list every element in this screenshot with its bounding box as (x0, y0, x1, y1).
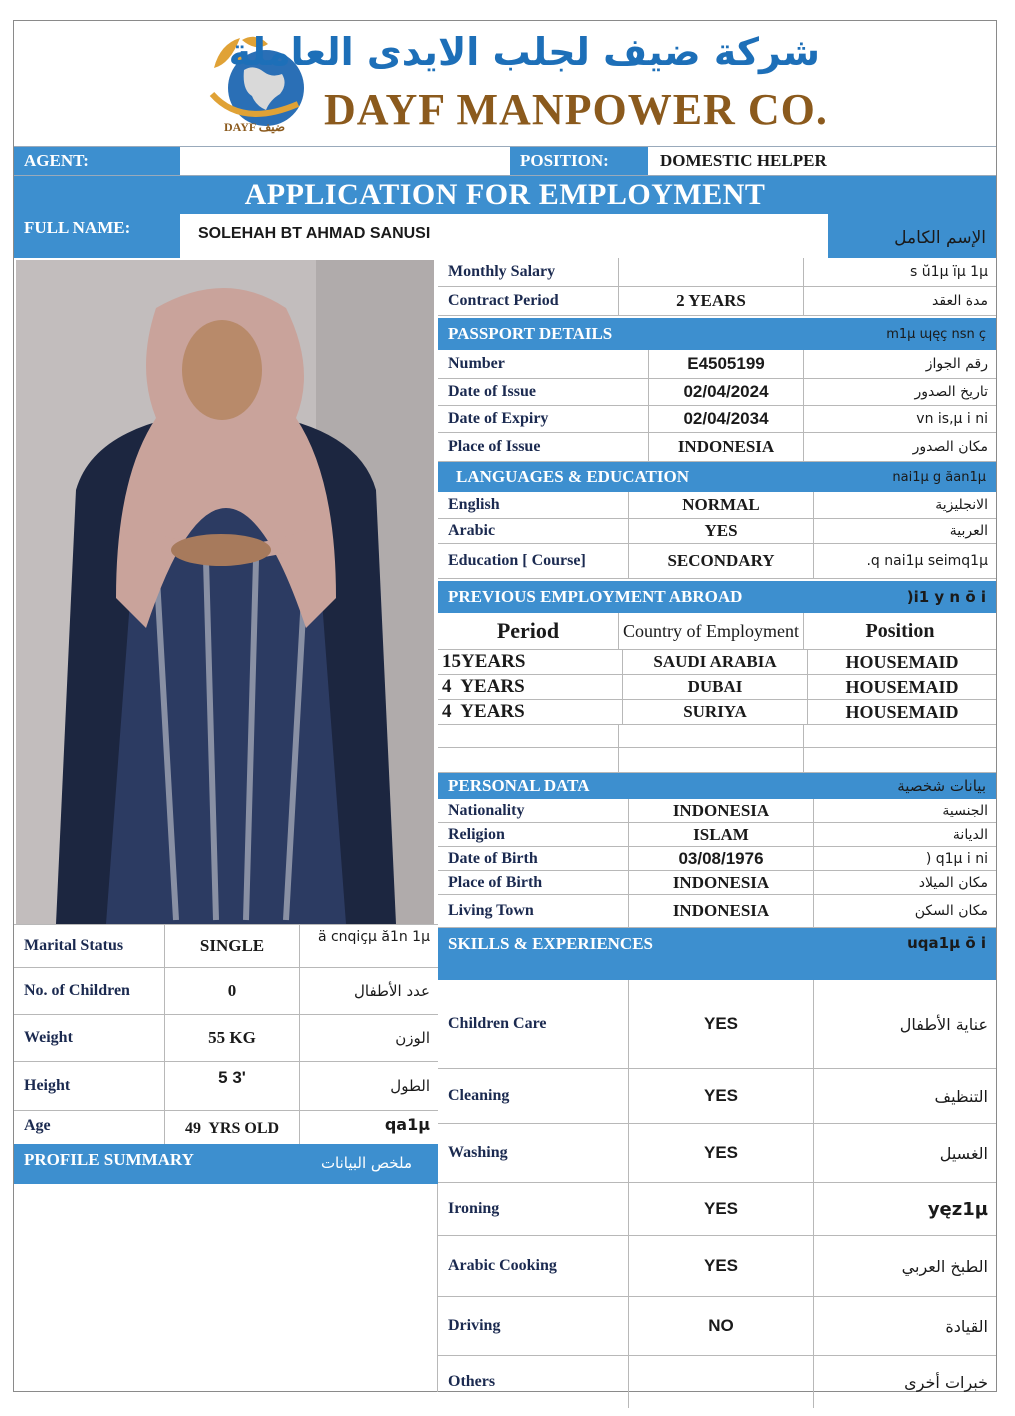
skill-row: Driving NO القيادة (438, 1297, 996, 1356)
position-value: DOMESTIC HELPER (660, 151, 827, 170)
personal-rows (438, 799, 996, 928)
info-row: No. of Children 0 عدد الأطفال (14, 968, 438, 1015)
left-info-table (14, 924, 438, 1144)
passport-row: Date of Expiry 02/04/2034 vn is,µ i ni (438, 406, 996, 433)
applicant-photo (16, 260, 434, 924)
previous-row: 4 YEARS SURIYA HOUSEMAID (438, 700, 996, 725)
language-row: Arabic YES العربية (438, 519, 996, 544)
position-label: POSITION: (510, 147, 648, 175)
previous-row: 15YEARS SAUDI ARABIA HOUSEMAID (438, 650, 996, 675)
passport-row: Date of Issue 02/04/2024 تاريخ الصدور (438, 379, 996, 406)
info-row: Weight 55 KG الوزن (14, 1015, 438, 1062)
right-column (438, 258, 996, 1392)
previous-row (438, 748, 996, 773)
person-photo-icon (16, 260, 434, 924)
skill-row: Ironing YES yęz1µ (438, 1183, 996, 1236)
logo-arabic-name: شركة ضيف لجلب الايدى العاملة (228, 30, 820, 74)
agent-label: AGENT: (14, 147, 180, 175)
profile-body (14, 1184, 438, 1392)
passport-rows (438, 350, 996, 462)
previous-table (438, 613, 996, 773)
form-title: APPLICATION FOR EMPLOYMENT (14, 176, 996, 214)
skills-rows (438, 980, 996, 1408)
personal-header: PERSONAL DATA بيانات شخصية (438, 773, 996, 799)
language-row: English NORMAL الانجليزية (438, 492, 996, 519)
skill-row: Washing YES الغسيل (438, 1124, 996, 1183)
contract-row: Contract Period 2 YEARS مدة العقد (438, 287, 996, 316)
logo (190, 26, 830, 138)
fullname-arabic: الإسم الكامل (828, 214, 996, 258)
passport-row: Number E4505199 رقم الجواز (438, 350, 996, 379)
profile-header: PROFILE SUMMARY ملخص البيانات (14, 1144, 438, 1184)
personal-row: Nationality INDONESIA الجنسية (438, 799, 996, 823)
fullname-value: SOLEHAH BT AHMAD SANUSI (198, 225, 431, 242)
skill-row: Arabic Cooking YES الطبخ العربي (438, 1236, 996, 1297)
previous-row (438, 725, 996, 748)
contract-row: Monthly Salary s ŭ1µ ïµ 1µ (438, 258, 996, 287)
logo-mark-text: DAYF ضيف (224, 120, 286, 134)
info-row: Marital Status SINGLE ä cnqiçµ ă1n 1µ (14, 925, 438, 968)
fullname-row (14, 214, 996, 258)
personal-row: Religion ISLAM الديانة (438, 823, 996, 847)
previous-table-header: Period Country of Employment Position (438, 613, 996, 650)
skill-row: Children Care YES عناية الأطفال (438, 980, 996, 1069)
passport-header: PASSPORT DETAILS m1µ ɰęç nsn ç (438, 318, 996, 350)
agent-value (180, 147, 510, 175)
info-row: Height 5 3' الطول (14, 1062, 438, 1111)
skill-row: Others خبرات أخرى (438, 1356, 996, 1408)
skills-header: SKILLS & EXPERIENCES uqa1µ ō i (438, 928, 996, 980)
skill-row: Cleaning YES التنظيف (438, 1069, 996, 1124)
previous-header: PREVIOUS EMPLOYMENT ABROAD )i1 y n ō i (438, 581, 996, 613)
agent-position-row (14, 146, 996, 176)
previous-row: 4 YEARS DUBAI HOUSEMAID (438, 675, 996, 700)
passport-row: Place of Issue INDONESIA مكان الصدور (438, 433, 996, 462)
personal-row: Living Town INDONESIA مكان السكن (438, 895, 996, 928)
language-rows (438, 492, 996, 579)
languages-header: LANGUAGES & EDUCATION nai1µ g ăan1µ (438, 462, 996, 492)
fullname-label: FULL NAME: (14, 214, 180, 258)
personal-row: Date of Birth 03/08/1976 ) q1µ i ni (438, 847, 996, 871)
personal-row: Place of Birth INDONESIA مكان الميلاد (438, 871, 996, 895)
logo-english-name: DAYF MANPOWER CO. (324, 85, 828, 134)
contract-section (438, 258, 996, 316)
language-row: Education [ Course] SECONDARY .q nai1µ seimq1µ (438, 544, 996, 579)
info-row: Age 49 YRS OLD qa1µ (14, 1111, 438, 1147)
